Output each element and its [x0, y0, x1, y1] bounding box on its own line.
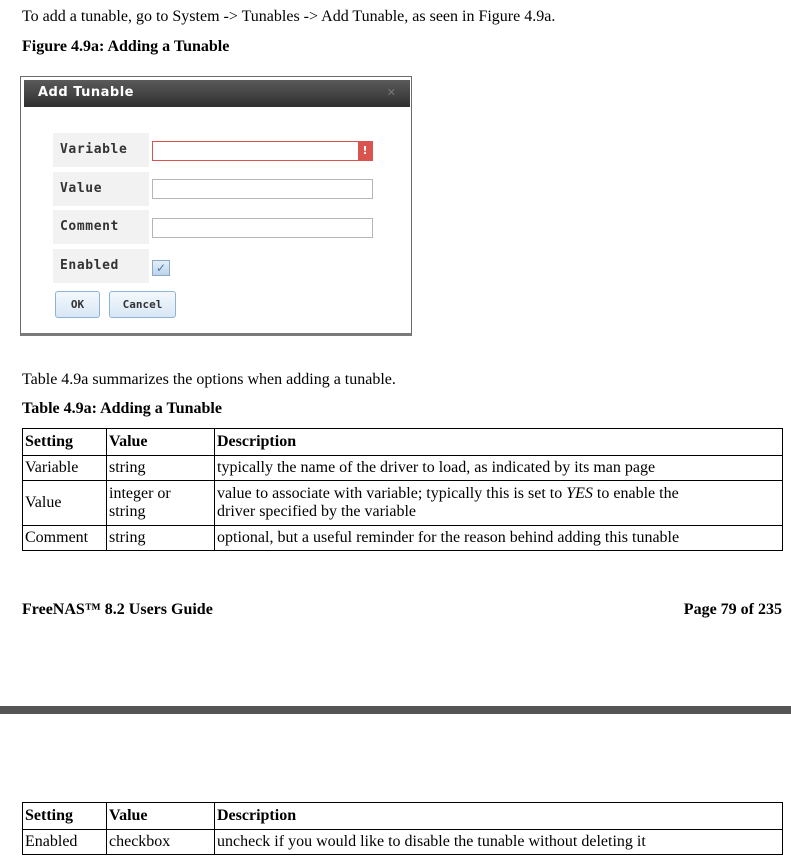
- cell-setting: Comment: [23, 526, 107, 551]
- enabled-checkbox[interactable]: [152, 260, 170, 276]
- options-table-continued: [22, 802, 783, 855]
- header-description: Description: [215, 429, 783, 456]
- cell-setting: Variable: [23, 456, 107, 481]
- comment-input[interactable]: [152, 218, 373, 238]
- variable-label: Variable: [53, 133, 149, 167]
- header-setting: Setting: [23, 803, 107, 830]
- cell-setting: Value: [23, 481, 107, 526]
- table-row: [23, 456, 783, 481]
- page-separator: [0, 706, 791, 714]
- summary-text: Table 4.9a summarizes the options when adding a tunable.: [22, 371, 396, 388]
- figure-caption: Figure 4.9a: Adding a Tunable: [22, 38, 230, 55]
- table-row: [23, 481, 783, 526]
- cell-value: string: [107, 526, 215, 551]
- header-setting: Setting: [23, 429, 107, 456]
- cell-value-line2: string: [109, 503, 146, 520]
- add-tunable-dialog: [20, 76, 412, 336]
- table-header-row: [23, 429, 783, 456]
- cell-description: uncheck if you would like to disable the tunable without deleting it: [215, 830, 783, 855]
- footer-page-number: Page 79 of 235: [683, 601, 782, 618]
- close-icon[interactable]: ✕: [386, 86, 396, 99]
- footer-title: FreeNAS™ 8.2 Users Guide: [22, 601, 213, 618]
- desc-pre: value to associate with variable; typically this is set to: [217, 485, 567, 502]
- value-label: Value: [53, 172, 149, 206]
- ok-button[interactable]: OK: [55, 291, 100, 318]
- cell-value: string: [107, 456, 215, 481]
- variable-input[interactable]: [152, 141, 373, 161]
- desc-line2: driver specified by the variable: [217, 503, 417, 520]
- comment-label: Comment: [53, 210, 149, 244]
- check-icon: ✓: [155, 261, 167, 275]
- table-row: [23, 830, 783, 855]
- header-value: Value: [107, 429, 215, 456]
- desc-emphasis: YES: [566, 485, 593, 502]
- table-header-row: [23, 803, 783, 830]
- cell-value-line1: integer or: [109, 485, 171, 502]
- table-caption: Table 4.9a: Adding a Tunable: [22, 400, 222, 417]
- cell-description: optional, but a useful reminder for the reason behind adding this tunable: [215, 526, 783, 551]
- dialog-title: Add Tunable: [38, 85, 134, 100]
- cell-description: [215, 481, 783, 526]
- header-value: Value: [107, 803, 215, 830]
- desc-post: to enable the: [592, 485, 679, 502]
- intro-text: To add a tunable, go to System -> Tunables -> Add Tunable, as seen in Figure 4.9a.: [22, 8, 556, 25]
- enabled-label: Enabled: [53, 249, 149, 283]
- cell-value: [107, 481, 215, 526]
- value-input[interactable]: [152, 179, 373, 199]
- dialog-title-bar: [24, 80, 410, 107]
- cancel-button[interactable]: Cancel: [109, 291, 176, 318]
- cell-value: checkbox: [107, 830, 215, 855]
- cell-description: typically the name of the driver to load, as indicated by its man page: [215, 456, 783, 481]
- error-icon: !: [358, 142, 372, 160]
- options-table: [22, 428, 783, 551]
- header-description: Description: [215, 803, 783, 830]
- cell-setting: Enabled: [23, 830, 107, 855]
- table-row: [23, 526, 783, 551]
